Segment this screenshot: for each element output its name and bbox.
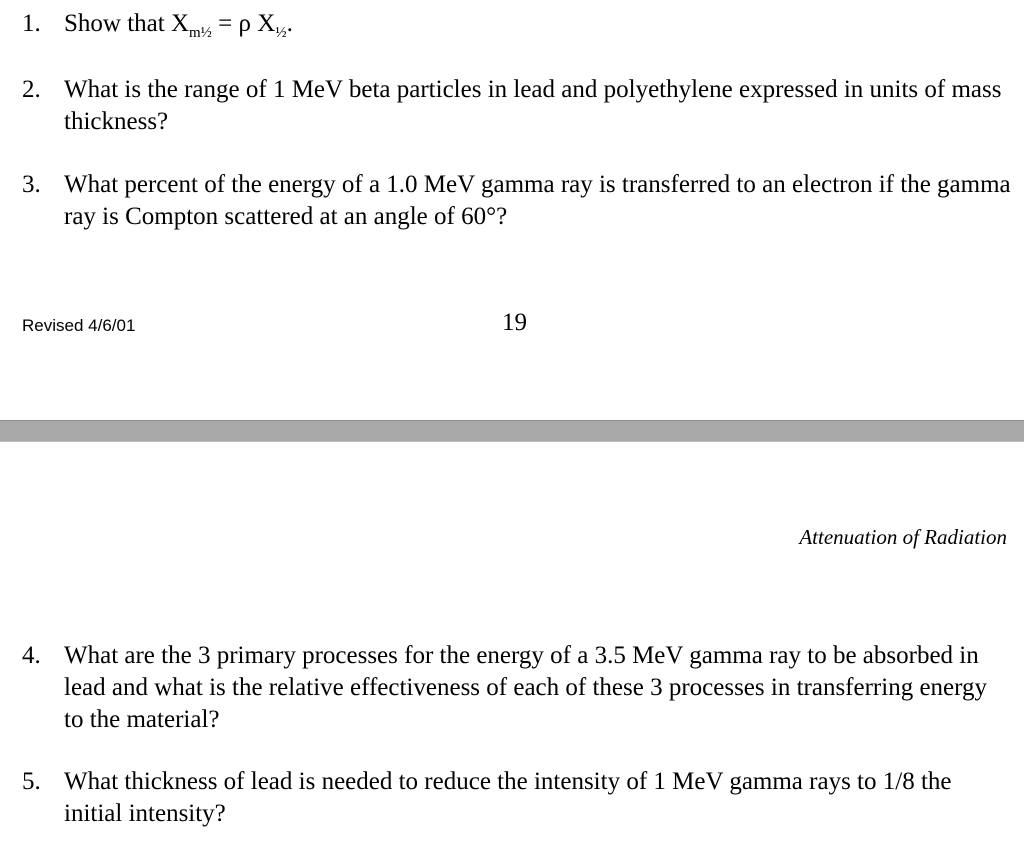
page-number: 19 [502,309,527,336]
question-1 [22,8,1012,40]
subscript-half: ½ [275,25,287,41]
subscript-m-half: m½ [189,25,212,41]
question-3 [22,169,1012,233]
question-text: What percent of the energy of a 1.0 MeV gamma ray is transferred to an electron if the gamma ray is Compton scattered at an angle of 60°? [64,171,1011,230]
question-text-prefix: Show that X [64,10,189,37]
question-number: 2. [22,76,41,103]
question-text: What thickness of lead is needed to reduce the intensity of 1 MeV gamma rays to 1/8 the initial intensity? [64,768,952,827]
document-page-top [0,0,1024,420]
question-4 [22,640,1012,736]
question-number: 5. [22,768,41,795]
revised-date: Revised 4/6/01 [22,316,136,335]
document-page-bottom [0,442,1024,854]
question-text-middle: = ρ X [211,10,276,37]
question-2 [22,74,1012,138]
question-number: 4. [22,642,41,669]
question-number: 1. [22,10,41,37]
question-text [64,8,1012,40]
question-number: 3. [22,171,41,198]
question-5 [22,766,1012,830]
page-separator [0,420,1024,442]
question-text-suffix: . [286,10,293,37]
question-text: What are the 3 primary processes for the energy of a 3.5 MeV gamma ray to be absorbed in lead and what is the relative effectiveness of each of these 3 processes in transferring energy to the material? [64,642,988,733]
question-text: What is the range of 1 MeV beta particles in lead and polyethylene expressed in units of mass thickness? [64,76,1002,135]
running-header: Attenuation of Radiation [799,525,1007,549]
